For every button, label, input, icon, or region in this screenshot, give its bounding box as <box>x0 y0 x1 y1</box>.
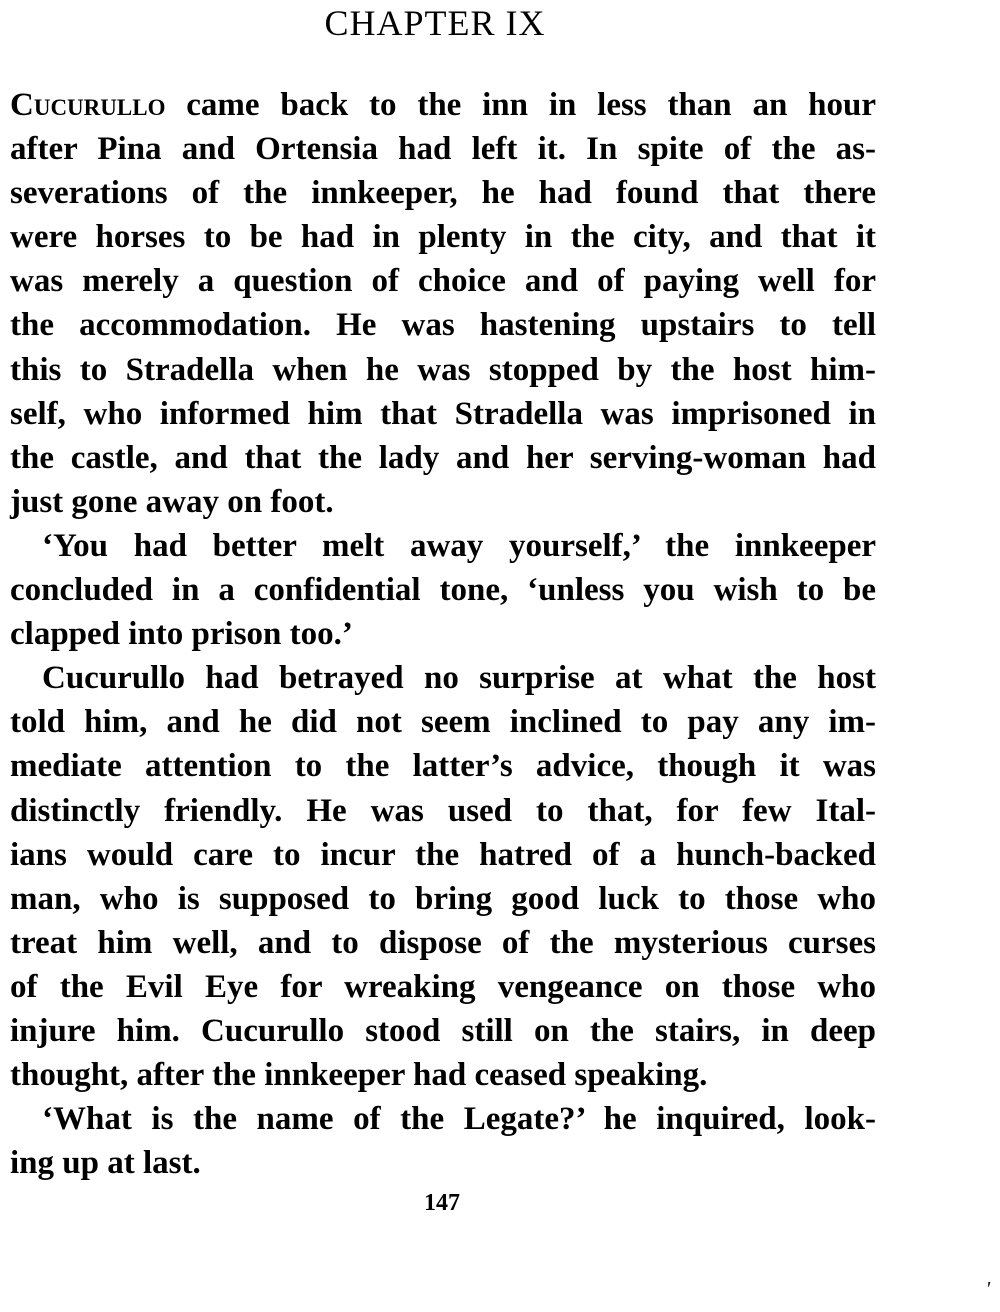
text-line <box>10 83 876 127</box>
text-line: ‘What is the name of the Legate?’ he inquired, look- <box>42 1101 876 1138</box>
text-line: treat him well, and to dispose of the mysterious curses <box>10 924 876 961</box>
text-line: of the Evil Eye for wreaking vengeance on those who <box>10 968 876 1005</box>
text-line: concluded in a confidential tone, ‘unless you wish to be <box>10 572 876 609</box>
text-line: self, who informed him that Stradella was imprisoned in <box>10 395 876 432</box>
text-line: were horses to be had in plenty in the city, and that it <box>10 219 876 256</box>
lead-small-caps: Cucurullo <box>10 87 166 123</box>
body-text <box>10 83 876 1185</box>
text-line: the castle, and that the lady and her serving-woman had <box>10 439 876 476</box>
text-line: ‘You had better melt away yourself,’ the innkeeper <box>42 527 876 564</box>
chapter-heading: CHAPTER IX <box>324 3 546 43</box>
text-line: after Pina and Ortensia had left it. In spite of the as- <box>10 131 876 168</box>
text-line: ing up at last. <box>10 1145 201 1182</box>
text-line: man, who is supposed to bring good luck to those who <box>10 880 876 917</box>
text-line: told him, and he did not seem inclined to pay any im- <box>10 704 876 741</box>
text-line: injure him. Cucurullo stood still on the stairs, in deep <box>10 1012 876 1049</box>
text-line: was merely a question of choice and of paying well for <box>10 263 876 300</box>
text-line: thought, after the innkeeper had ceased speaking. <box>10 1057 708 1094</box>
text-line: clapped into prison too.’ <box>10 616 353 653</box>
line-text: came back to the inn in less than an hour <box>186 87 876 123</box>
text-line: the accommodation. He was hastening upstairs to tell <box>10 307 876 344</box>
text-line: just gone away on foot. <box>10 483 334 520</box>
page-number: 147 <box>424 1190 460 1216</box>
text-line: distinctly friendly. He was used to that, for few Ital- <box>10 792 876 829</box>
text-line: severations of the innkeeper, he had found that there <box>10 175 876 212</box>
text-line: Cucurullo had betrayed no surprise at what the host <box>42 660 876 697</box>
text-line: ians would care to incur the hatred of a hunch-backed <box>10 836 876 873</box>
edge-mark: ' <box>985 1278 990 1300</box>
text-line: mediate attention to the latter’s advice, though it was <box>10 748 876 785</box>
text-line: this to Stradella when he was stopped by the host him- <box>10 351 876 388</box>
